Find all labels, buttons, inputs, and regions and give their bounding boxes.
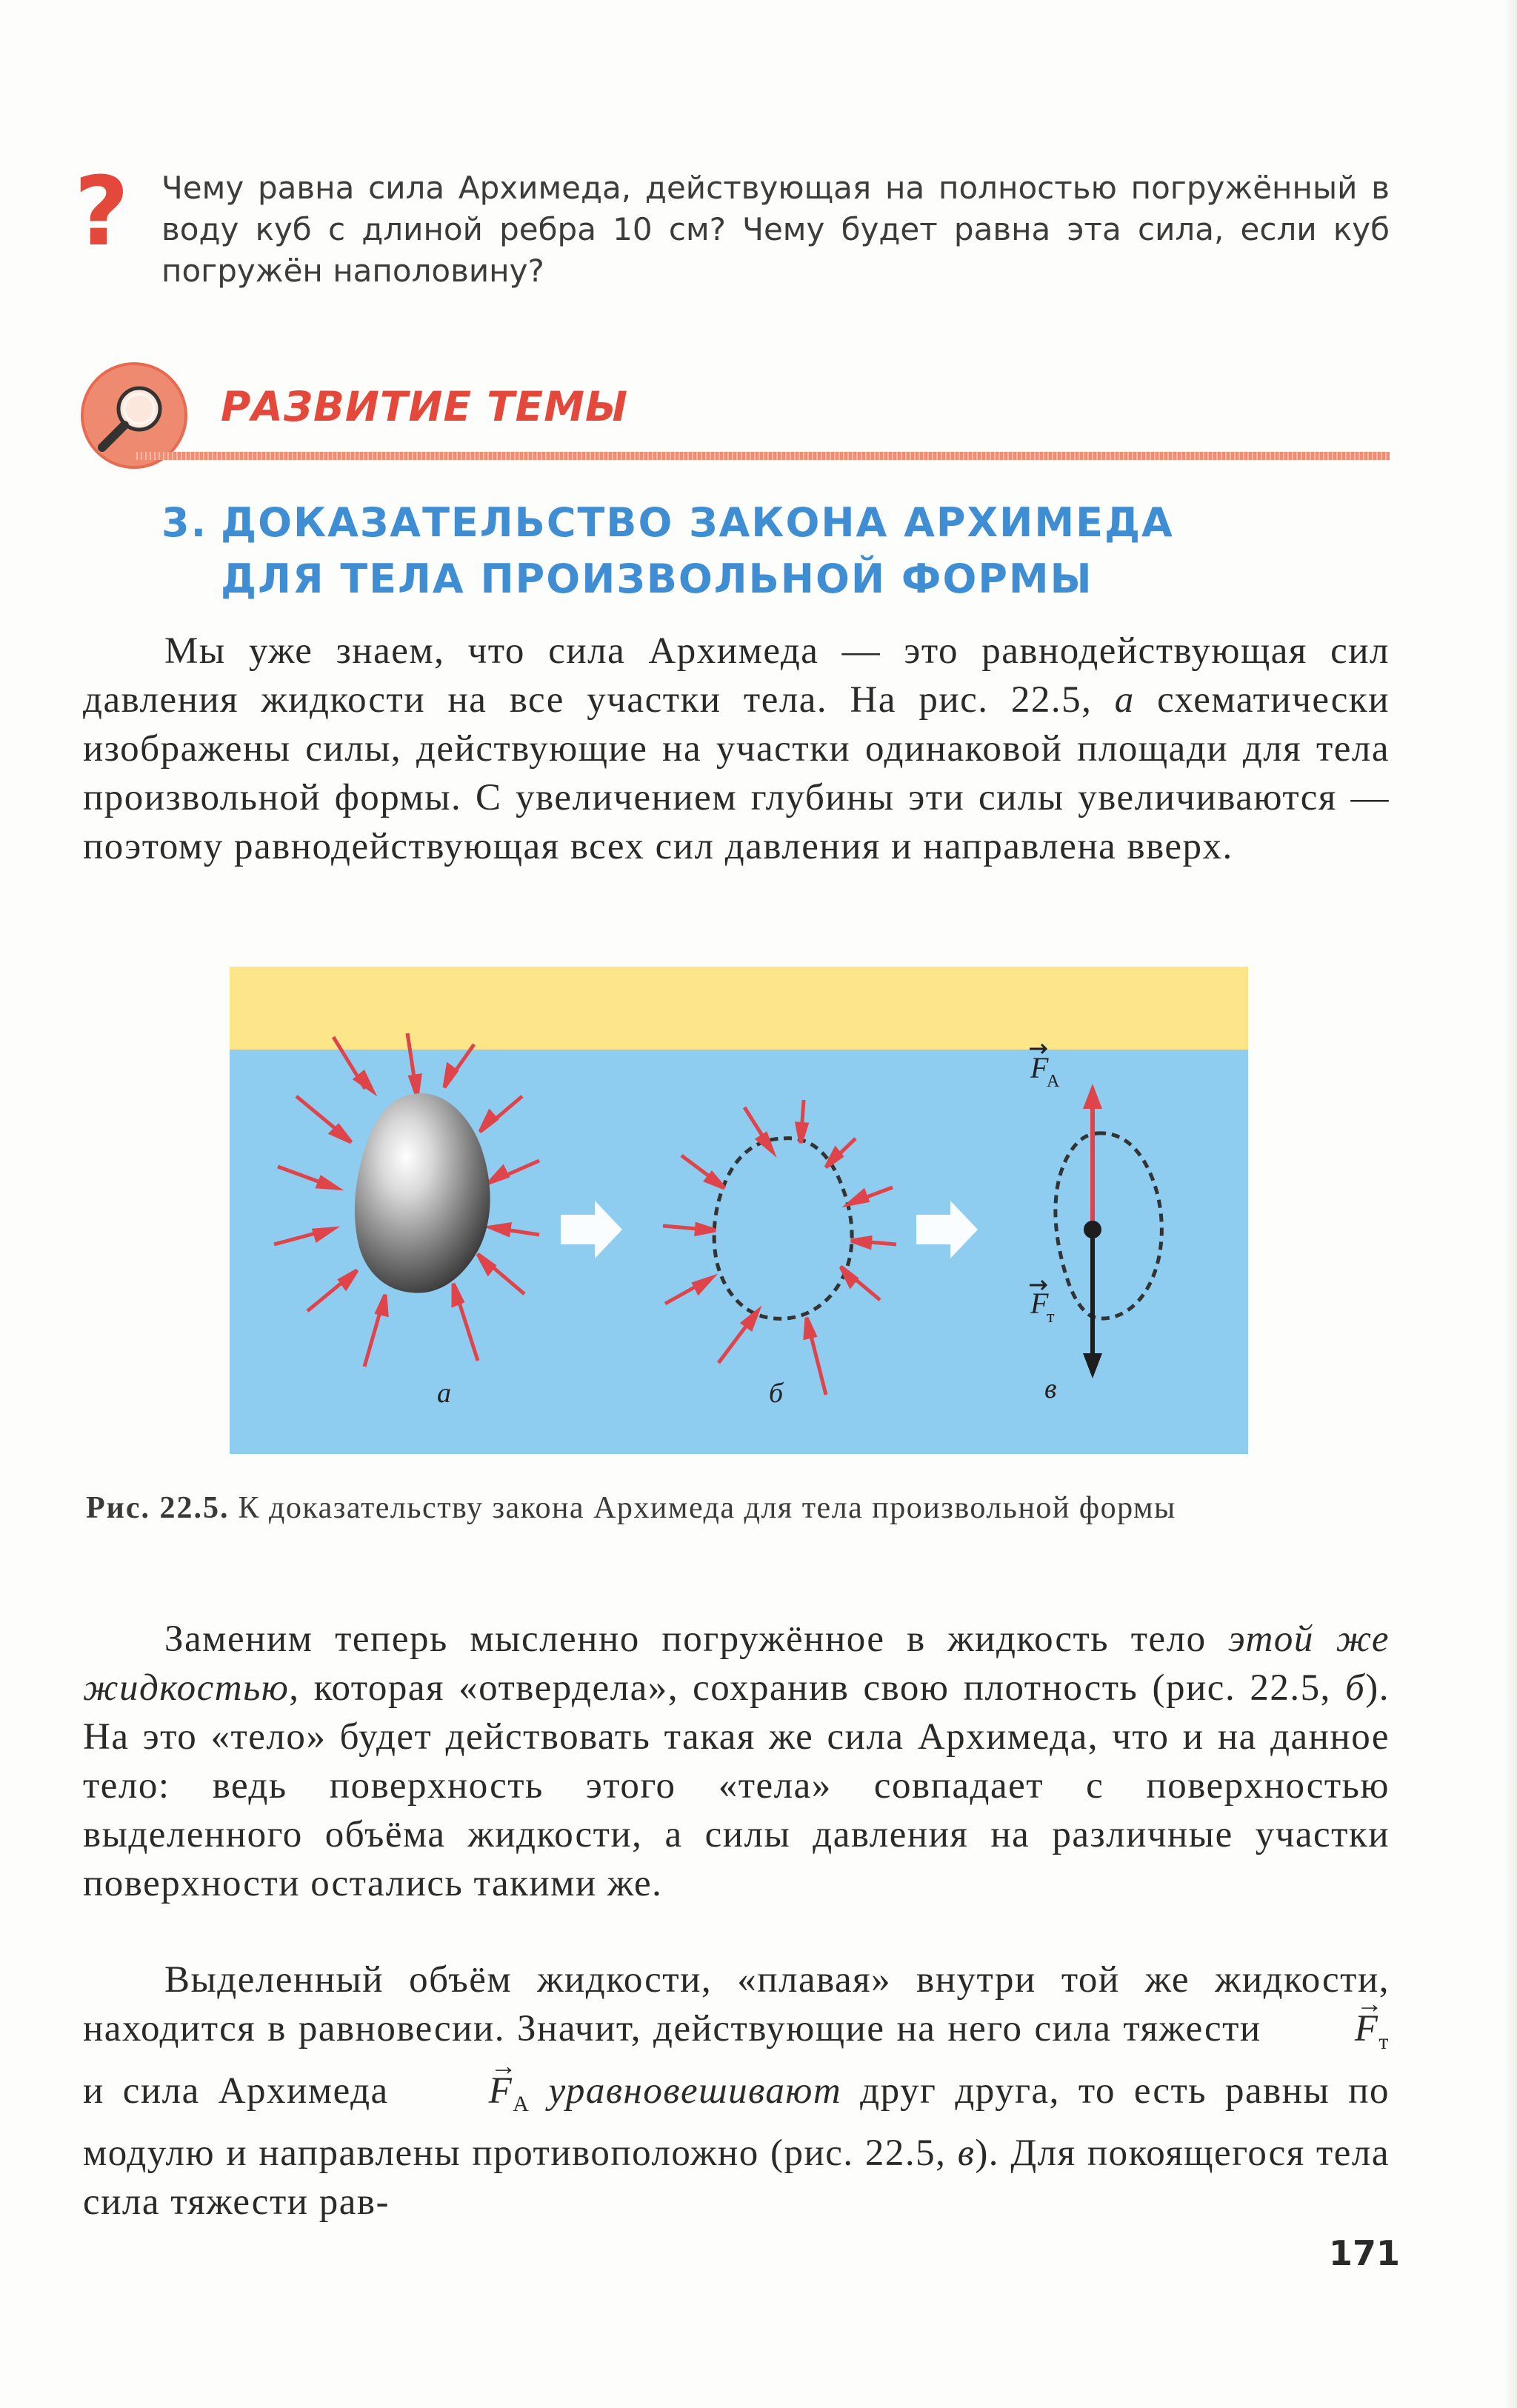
paragraph-1-text-a: Мы уже знаем, что сила Архимеда — это равнодействующая сил давления жидкости на все участки тела. На рис. 22.5, bbox=[83, 630, 1390, 721]
paragraph-3-text-e: друг друга, то есть равны по модулю и направлены противоположно (рис. 22.5, bbox=[83, 2070, 1390, 2175]
paragraph-3-ref-c: в bbox=[957, 2132, 976, 2175]
page-edge-shadow bbox=[1504, 0, 1517, 2408]
figure-caption-label: Рис. 22.5. bbox=[86, 1491, 230, 1525]
paragraph-1-ref-a: а bbox=[1114, 679, 1135, 721]
paragraph-2-emphasis: этой же жидкостью bbox=[83, 1618, 1390, 1709]
section-title-line2: ДЛЯ ТЕЛА ПРОИЗВОЛЬНОЙ ФОРМЫ bbox=[221, 556, 1093, 602]
question-text: Чему равна сила Архимеда, действующая на полностью погружённый в воду куб с длиной ребра 10 см? Чему будет равна эта сила, если куб погружён наполовину? bbox=[161, 170, 1390, 289]
paragraph-3 bbox=[83, 1955, 1390, 2227]
section-number: 3. bbox=[161, 499, 208, 546]
page-number: 171 bbox=[1328, 2233, 1400, 2273]
paragraph-3-text-b: и сила Архимеда bbox=[83, 2070, 407, 2112]
figure-caption-text: К доказательству закона Архимеда для тела произвольной формы bbox=[229, 1491, 1176, 1525]
paragraph-3-text-c bbox=[530, 2070, 548, 2112]
paragraph-3-emphasis: уравновешивают bbox=[548, 2070, 842, 2112]
label-FT-sub: т bbox=[1047, 1307, 1055, 1327]
vector-FA-subscript: А bbox=[513, 2092, 530, 2117]
section-header-title: РАЗВИТИЕ ТЕМЫ bbox=[221, 383, 628, 430]
paragraph-3-text-g: ). Для покоящегося тела сила тяжести рав- bbox=[83, 2132, 1390, 2224]
figure-label-a: а bbox=[437, 1378, 451, 1409]
paragraph-1-text-c: схематически изображены силы, действующие на участки одинаковой площади для тела произвольной формы. С увеличением глубины эти силы увеличиваются — поэтому равнодействующая всех сил давления и направлена вверх. bbox=[83, 679, 1390, 867]
label-FA-sub: А bbox=[1047, 1072, 1060, 1091]
vector-FT-letter: F bbox=[1354, 2008, 1379, 2050]
section-title-line1: ДОКАЗАТЕЛЬСТВО ЗАКОНА АРХИМЕДА bbox=[221, 499, 1174, 546]
paragraph-2-ref-b: б bbox=[1345, 1667, 1366, 1709]
label-FA: F bbox=[1030, 1051, 1049, 1084]
figure-caption bbox=[86, 1487, 1390, 1529]
label-FT: F bbox=[1030, 1287, 1049, 1320]
vector-FA-letter: F bbox=[488, 2070, 513, 2112]
vector-FA-inline bbox=[407, 2067, 530, 2129]
vector-FT-subscript: т bbox=[1378, 2030, 1390, 2055]
paragraph-2-text-a: Заменим теперь мысленно погружённое в жидкость тело bbox=[164, 1618, 1229, 1660]
section-title bbox=[161, 495, 1421, 607]
vector-FT-inline bbox=[1273, 2004, 1390, 2067]
figure-label-b: б bbox=[769, 1378, 784, 1409]
question-mark-icon: ? bbox=[74, 157, 130, 267]
air-layer bbox=[230, 967, 1248, 1050]
paragraph-2 bbox=[83, 1615, 1390, 1908]
section-header-divider bbox=[133, 452, 1390, 460]
paragraph-2-text-c: , которая «отвердела», сохранив свою плотность (рис. 22.5, bbox=[289, 1667, 1346, 1709]
figure-22-5 bbox=[230, 967, 1248, 1454]
center-of-mass-dot bbox=[1084, 1221, 1101, 1238]
paragraph-3-text-a: Выделенный объём жидкости, «плавая» внутри той же жидкости, находится в равновесии. Значит, действующие на него сила тяжести bbox=[83, 1959, 1390, 2050]
paragraph-2-text-e: ). На это «тело» будет действовать такая же сила Архимеда, что и на данное тело: ведь поверхность этого «тела» совпадает с поверхностью выделенного объёма жидкости, а силы давления на различные участки поверхности остались такими же. bbox=[83, 1667, 1390, 1904]
figure-label-c: в bbox=[1044, 1373, 1057, 1404]
paragraph-1 bbox=[83, 627, 1390, 871]
